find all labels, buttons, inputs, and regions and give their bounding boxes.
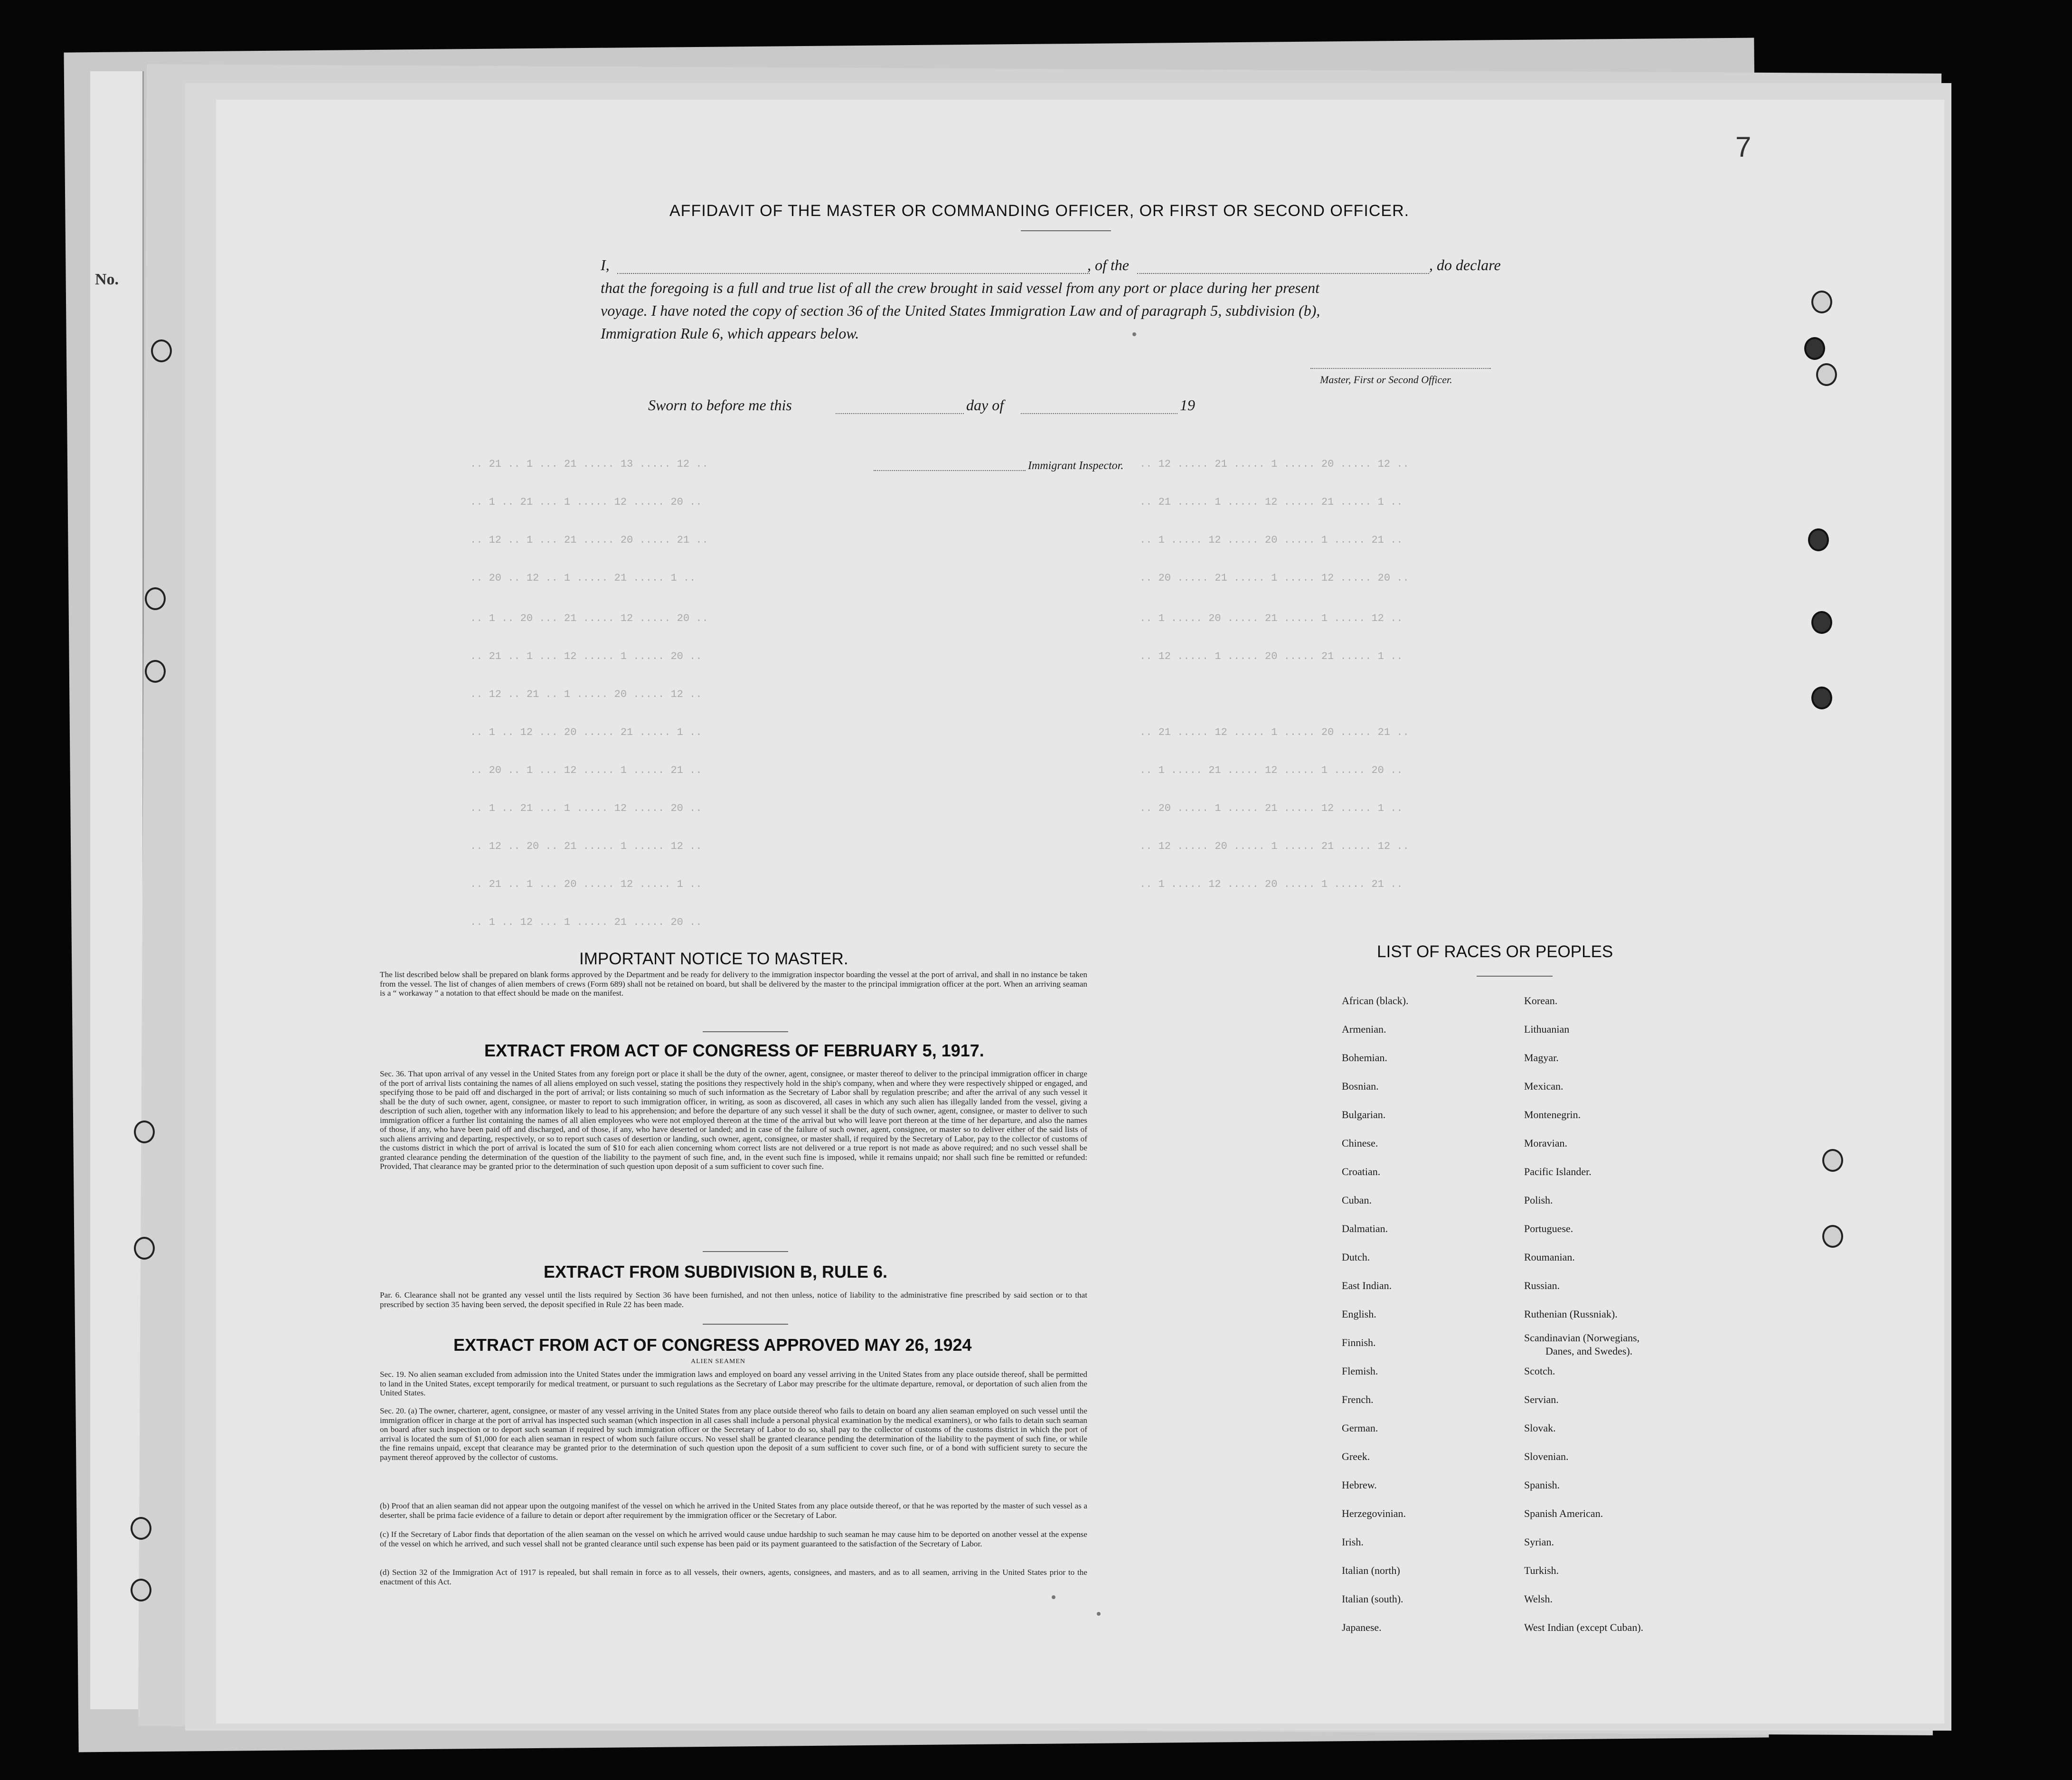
punch-hole-icon bbox=[145, 660, 166, 683]
vessel-blank bbox=[1137, 273, 1429, 274]
race-item: German. bbox=[1342, 1422, 1378, 1434]
race-item: Pacific Islander. bbox=[1524, 1166, 1592, 1177]
race-item: Ruthenian (Russniak). bbox=[1524, 1308, 1618, 1320]
race-item: Syrian. bbox=[1524, 1536, 1554, 1548]
race-item: Spanish. bbox=[1524, 1479, 1560, 1491]
race-item: Turkish. bbox=[1524, 1564, 1559, 1576]
affidavit-line4: Immigration Rule 6, which appears below. bbox=[601, 325, 859, 342]
page-number: 7 bbox=[1735, 131, 1752, 163]
race-item: Lithuanian bbox=[1524, 1023, 1570, 1035]
races-title: LIST OF RACES OR PEOPLES bbox=[1377, 942, 1613, 961]
affidavit-line1-start: I, bbox=[601, 256, 610, 273]
punch-hole-icon bbox=[1808, 528, 1829, 551]
race-item: Mexican. bbox=[1524, 1080, 1563, 1092]
punch-hole-icon bbox=[1811, 291, 1832, 313]
divider-1 bbox=[703, 1031, 788, 1032]
punch-hole-icon bbox=[1811, 611, 1832, 634]
extract-rule6-body: Par. 6. Clearance shall not be granted any vessel until the lists required by Section 36 have been furnished, and not then unless, notice of liability to the administrative fine prescribed by said section or to that prescribed by section 35 having been served, the deposit specified in Rule 22 has been made. bbox=[380, 1290, 1087, 1309]
inspector-caption: Immigrant Inspector. bbox=[1028, 460, 1124, 472]
race-item: Dutch. bbox=[1342, 1251, 1370, 1263]
title-divider bbox=[1021, 230, 1111, 231]
race-item: Hebrew. bbox=[1342, 1479, 1377, 1491]
race-item: French. bbox=[1342, 1394, 1374, 1405]
race-item: Polish. bbox=[1524, 1194, 1553, 1206]
stray-mark bbox=[1097, 1612, 1101, 1616]
sworn-day-label: day of bbox=[966, 396, 1004, 414]
race-item: Slovenian. bbox=[1524, 1450, 1569, 1462]
race-item: Croatian. bbox=[1342, 1166, 1381, 1177]
sworn-year: 19 bbox=[1180, 396, 1195, 414]
race-item: Irish. bbox=[1342, 1536, 1364, 1548]
divider-2 bbox=[703, 1251, 788, 1252]
extract-1924-title: EXTRACT FROM ACT OF CONGRESS APPROVED MAY 26, 1924 bbox=[453, 1335, 972, 1355]
affidavit-line1-mid: , of the bbox=[1087, 256, 1129, 273]
race-item: Roumanian. bbox=[1524, 1251, 1575, 1263]
stray-mark bbox=[1052, 1595, 1055, 1599]
affidavit-title: AFFIDAVIT OF THE MASTER OR COMMANDING OFFICER, OR FIRST OR SECOND OFFICER. bbox=[669, 202, 1410, 220]
punch-hole-icon bbox=[134, 1237, 155, 1260]
race-item: Slovak. bbox=[1524, 1422, 1556, 1434]
race-item: Servian. bbox=[1524, 1394, 1559, 1405]
race-item: Russian. bbox=[1524, 1280, 1560, 1291]
inspector-line bbox=[874, 470, 1026, 471]
extract-1924-sec20d: (d) Section 32 of the Immigration Act of 1917 is repealed, but shall remain in force as to all vessels, their owners, agents, consignees, and masters, and as to all seamen, arriving in the United States prior to the enactment of this Act. bbox=[380, 1568, 1087, 1586]
race-item: Spanish American. bbox=[1524, 1507, 1603, 1519]
race-item: Italian (south). bbox=[1342, 1593, 1403, 1605]
extract-1917-title: EXTRACT FROM ACT OF CONGRESS OF FEBRUARY 5, 1917. bbox=[484, 1041, 984, 1060]
race-item: African (black). bbox=[1342, 995, 1409, 1007]
divider-3 bbox=[703, 1324, 788, 1325]
punch-hole-icon bbox=[1822, 1225, 1843, 1248]
race-item: Greek. bbox=[1342, 1450, 1370, 1462]
race-item: Scotch. bbox=[1524, 1365, 1555, 1377]
punch-hole-icon bbox=[131, 1579, 151, 1601]
race-item: Herzegovinian. bbox=[1342, 1507, 1406, 1519]
punch-hole-icon bbox=[145, 587, 166, 610]
affidavit-line3: voyage. I have noted the copy of section 36 of the United States Immigration Law and of paragraph 5, subdivision (b), bbox=[601, 302, 1320, 319]
left-strip-sheet bbox=[90, 71, 144, 1709]
signature-line bbox=[1310, 368, 1491, 369]
race-item: Montenegrin. bbox=[1524, 1109, 1581, 1121]
race-item: West Indian (except Cuban). bbox=[1524, 1621, 1644, 1633]
race-item: Japanese. bbox=[1342, 1621, 1382, 1633]
punch-hole-icon bbox=[1811, 687, 1832, 709]
strip-number-label: No. bbox=[95, 271, 119, 288]
sworn-day-blank bbox=[836, 413, 964, 414]
notice-body: The list described below shall be prepared on blank forms approved by the Department and be ready for delivery to the immigration inspector boarding the vessel at the port of arrival, and shall in no instance be taken from the vessel. The list of changes of alien members of crews (Form 689) shall not be retained on board, but shall be delivered by the master to the principal immigration officer at the port. When an arriving seaman is a “ workaway ” a notation to that effect should be made on the manifest. bbox=[380, 970, 1087, 998]
race-item: Korean. bbox=[1524, 995, 1558, 1007]
race-item: Italian (north) bbox=[1342, 1564, 1400, 1576]
race-item: English. bbox=[1342, 1308, 1376, 1320]
race-item: Flemish. bbox=[1342, 1365, 1378, 1377]
extract-1924-sec20a: Sec. 20. (a) The owner, charterer, agent, consignee, or master of any vessel arriving in the United States from any place outside thereof who fails to detain on board any alien seaman employed on such vessel until the immigration officer in charge at the port of arrival has inspected such seaman (which inspection in all cases shall include a personal physical examination by the medical examiners), or who fails to detain such seaman on board after such inspection or to deport such seaman if required by such immigration officer or the Secretary of Labor to do so, shall pay to the collector of customs of the customs district in which the port of arrival is located the sum of $1,000 for each alien seaman in respect of whom such failure occurs. No vessel shall be granted clearance pending the determination of the liability to the payment of such fine, or while the fine remains unpaid, except that clearance may be granted prior to the determination of such question upon the deposit of a sum sufficient to cover such fine, or of a bond with sufficient surety to secure the payment thereof approved by the collector of customs. bbox=[380, 1406, 1087, 1462]
race-item: Portuguese. bbox=[1524, 1223, 1573, 1234]
notice-title: IMPORTANT NOTICE TO MASTER. bbox=[579, 950, 848, 968]
affidavit-line1-end: , do declare bbox=[1429, 256, 1501, 273]
main-sheet bbox=[216, 100, 1944, 1723]
race-item: Welsh. bbox=[1524, 1593, 1553, 1605]
punch-hole-icon bbox=[1804, 337, 1825, 360]
punch-hole-icon bbox=[1822, 1149, 1843, 1172]
extract-rule6-title: EXTRACT FROM SUBDIVISION B, RULE 6. bbox=[544, 1262, 888, 1281]
stray-mark bbox=[1132, 332, 1136, 336]
race-item-continuation: Danes, and Swedes). bbox=[1545, 1345, 1633, 1357]
race-item: Dalmatian. bbox=[1342, 1223, 1388, 1234]
race-item: Scandinavian (Norwegians, bbox=[1524, 1332, 1640, 1344]
sworn-month-blank bbox=[1021, 413, 1177, 414]
affidavit-line2: that the foregoing is a full and true list of all the crew brought in said vessel from any port or place during her present bbox=[601, 279, 1319, 296]
race-item: Magyar. bbox=[1524, 1052, 1559, 1064]
punch-hole-icon bbox=[131, 1517, 151, 1540]
race-item: Bulgarian. bbox=[1342, 1109, 1386, 1121]
extract-1924-subtitle: ALIEN SEAMEN bbox=[691, 1358, 746, 1365]
punch-hole-icon bbox=[134, 1121, 155, 1143]
punch-hole-icon bbox=[151, 339, 172, 362]
extract-1924-sec20b: (b) Proof that an alien seaman did not appear upon the outgoing manifest of the vessel on which he arrived in the United States from any place outside thereof, or that he was reported by the master of such vessel as a deserter, shall be prima facie evidence of a failure to detain or deport after requirement by the immigration officer or the Secretary of Labor. bbox=[380, 1501, 1087, 1520]
race-item: Bosnian. bbox=[1342, 1080, 1379, 1092]
extract-1924-sec20c: (c) If the Secretary of Labor finds that deportation of the alien seaman on the vessel on which he arrived would cause undue hardship to such seaman he may cause him to be deported on another vessel at the expense of the vessel on which he arrived, and such vessel shall not be granted clearance until such expense has been paid or its payment guaranteed to the satisfaction of the Secretary of Labor. bbox=[380, 1530, 1087, 1548]
sworn-text: Sworn to before me this bbox=[648, 396, 792, 414]
race-item: Cuban. bbox=[1342, 1194, 1372, 1206]
race-item: Bohemian. bbox=[1342, 1052, 1387, 1064]
punch-hole-icon bbox=[1816, 363, 1837, 386]
race-item: Finnish. bbox=[1342, 1337, 1376, 1348]
race-item: Moravian. bbox=[1524, 1137, 1568, 1149]
race-item: Armenian. bbox=[1342, 1023, 1386, 1035]
race-item: East Indian. bbox=[1342, 1280, 1392, 1291]
races-divider bbox=[1477, 976, 1553, 977]
race-item: Chinese. bbox=[1342, 1137, 1378, 1149]
extract-1917-body: Sec. 36. That upon arrival of any vessel in the United States from any foreign port or place it shall be the duty of the owner, agent, consignee, or master thereof to deliver to the principal immigration officer in charge of the port of arrival lists containing the names of all aliens employed on such vessel, stating the positions they respectively hold in the ship's company, when and where they were respectively shipped or engaged, and specifying those to be paid off and discharged in the port of arrival; or lists containing so much of such information as the Secretary of Labor shall by regulation prescribe; and after the arrival of any such vessel it shall be the duty of such owner, agent, consignee, or master to report to such immigration officer, in writing, as soon as discovered, all cases in which any such alien has illegally landed from the vessel, giving a description of such alien, together with any information likely to lead to his apprehension; and before the departure of any such vessel it shall be the duty of such owner, agent, consignee, or master to deliver to such immigration officer a further list containing the names of all alien employees who were not employed thereon at the time of the arrival but who will leave port thereon at the time of her departure, and also the names of those, if any, who have been paid off and discharged, and of those, if any, who have deserted or landed; and in case of the failure of such owner, agent, consignee, or master so to deliver either of the said lists of such aliens arriving and departing, respectively, or so to report such cases of desertion or landing, such owner, agent, consignee, or master shall, if required by the Secretary of Labor, pay to the collector of customs of the customs district in which the port of arrival is located the sum of $10 for each alien concerning whom correct lists are not delivered or a true report is not made as above required; and no such vessel shall be granted clearance pending the determination of the question of the liability to the payment of such fine, and, in the event such fine is imposed, while it remains unpaid; nor shall such fine be remitted or refunded: Provided, That clearance may be granted prior to the determination of such question upon deposit of a sum sufficient to cover such fine. bbox=[380, 1069, 1087, 1171]
signature-caption: Master, First or Second Officer. bbox=[1320, 374, 1452, 386]
extract-1924-sec19: Sec. 19. No alien seaman excluded from admission into the United States under the immigration laws and employed on board any vessel arriving in the United States from any place outside thereof, shall be permitted to land in the United States, except temporarily for medical treatment, or pursuant to such regulations as the Secretary of Labor may prescribe for the ultimate departure, removal, or deportation of such alien from the United States. bbox=[380, 1370, 1087, 1397]
name-blank bbox=[617, 273, 1090, 274]
